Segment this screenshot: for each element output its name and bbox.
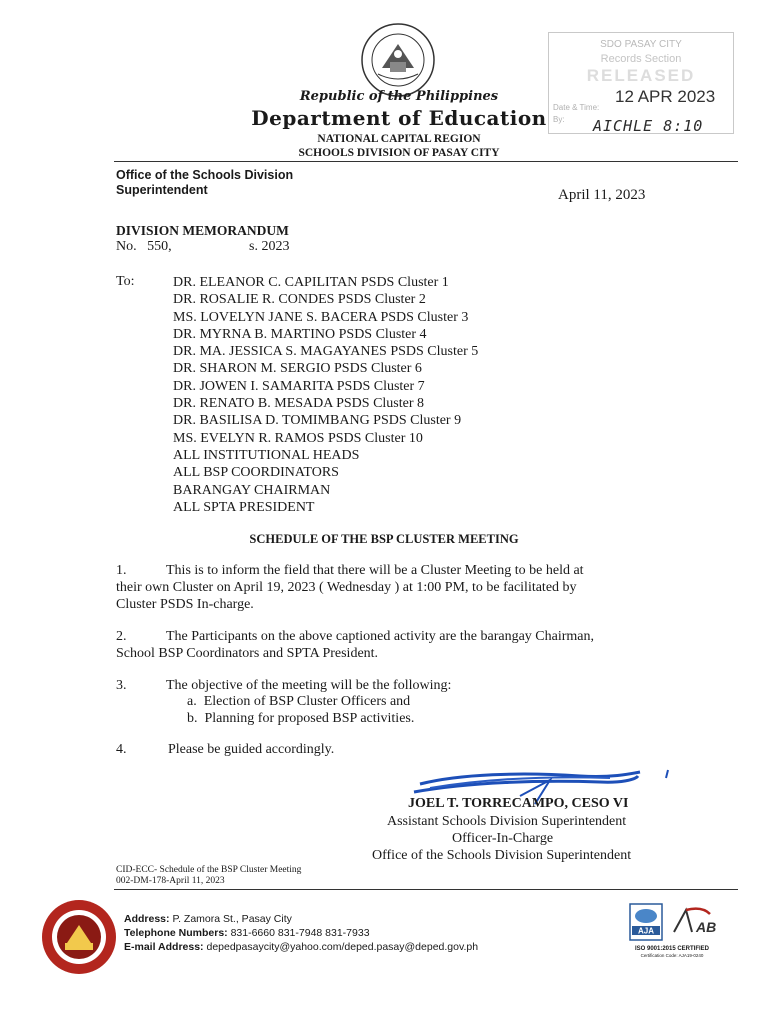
signatory-title: Assistant Schools Division Superintendent — [387, 814, 627, 829]
region-heading: NATIONAL CAPITAL REGION — [317, 133, 481, 145]
address-value: P. Zamora St., Pasay City — [172, 913, 292, 925]
deped-seal-icon — [360, 22, 436, 98]
iso-certificate-code: Certification Code: AJA19-0240 — [640, 953, 704, 958]
recipient-item: DR. BASILISA D. TOMIMBANG PSDS Cluster 9 — [173, 413, 462, 429]
records-stamp — [548, 32, 734, 134]
svg-text:AB: AB — [696, 919, 717, 935]
memo-subject: SCHEDULE OF THE BSP CLUSTER MEETING — [249, 532, 519, 546]
recipient-item: DR. SHARON M. SERGIO PSDS Cluster 6 — [173, 361, 422, 377]
recipient-list — [173, 274, 478, 516]
office-line-1: Office of the Schools Division — [116, 168, 294, 182]
footer-address — [124, 913, 292, 925]
paragraph-line: their own Cluster on April 19, 2023 ( Wednesday ) at 1:00 PM, to be facilitated by — [116, 580, 577, 595]
aja-label: AJA — [637, 926, 655, 936]
objective-b: b. Planning for proposed BSP activities. — [187, 711, 415, 726]
document-code: 002-DM-178-April 11, 2023 — [116, 876, 225, 886]
memo-number-line — [116, 239, 290, 255]
republic-heading: Republic of the Philippines — [299, 89, 499, 104]
paragraph-line: School BSP Coordinators and SPTA President. — [116, 646, 379, 661]
paragraph-number: 4. — [116, 742, 127, 757]
email-value: depedpasaycity@yahoo.com/deped.pasay@deped.gov.ph — [206, 941, 479, 953]
paragraph-number: 3. — [116, 678, 127, 693]
memo-date: April 11, 2023 — [558, 187, 646, 203]
office-line-2: Superintendent — [116, 183, 208, 197]
footer-divider — [114, 889, 738, 890]
recipient-item: MS. LOVELYN JANE S. BACERA PSDS Cluster 3 — [173, 309, 469, 325]
stamp-date-label: Date & Time: — [553, 103, 600, 112]
footer-email — [124, 941, 478, 953]
paragraph-3 — [116, 677, 696, 694]
stamp-signature: AICHLE 8:10 — [593, 117, 704, 135]
memo-number: No. 550, — [116, 239, 172, 254]
footer-phone — [124, 927, 370, 939]
memo-title: DIVISION MEMORANDUM — [116, 223, 289, 238]
paragraph-2 — [116, 628, 696, 662]
signatory-role: Officer-In-Charge — [452, 831, 554, 846]
recipient-item: DR. JOWEN I. SAMARITA PSDS Cluster 7 — [173, 378, 425, 394]
stamp-date: 12 APR 2023 — [615, 87, 716, 106]
paragraph-line: The objective of the meeting will be the following: — [166, 678, 452, 693]
recipient-item: ALL INSTITUTIONAL HEADS — [173, 447, 360, 463]
stamp-by-label: By: — [553, 115, 565, 124]
phone-label: Telephone Numbers: — [124, 927, 228, 939]
memo-series: s. 2023 — [249, 239, 290, 254]
deped-pasay-seal-icon — [40, 898, 118, 976]
recipient-item: DR. MYRNA B. MARTINO PSDS Cluster 4 — [173, 326, 427, 342]
address-label: Address: — [124, 913, 170, 925]
phone-value: 831-6660 831-7948 831-7933 — [230, 927, 370, 939]
stamp-section: Records Section — [600, 53, 682, 65]
recipient-item: DR. MA. JESSICA S. MAGAYANES PSDS Cluster 5 — [173, 344, 479, 360]
signatory-name: JOEL T. TORRECAMPO, CESO VI — [408, 796, 629, 811]
recipient-item: DR. ROSALIE R. CONDES PSDS Cluster 2 — [173, 292, 426, 308]
paragraph-number: 2. — [116, 629, 127, 644]
document-reference: CID-ECC- Schedule of the BSP Cluster Meeting — [116, 865, 302, 875]
division-heading: SCHOOLS DIVISION OF PASAY CITY — [298, 147, 500, 159]
recipient-item: BARANGAY CHAIRMAN — [173, 482, 331, 498]
stamp-status: RELEASED — [586, 66, 696, 85]
signatory-office: Office of the Schools Division Superintendent — [372, 848, 632, 863]
stamp-office: SDO PASAY CITY — [600, 39, 682, 50]
department-heading: Department of Education — [251, 106, 547, 130]
header-divider — [114, 161, 738, 162]
paragraph-line: The Participants on the above captioned activity are the barangay Chairman, — [166, 629, 595, 644]
iso-certified-text: ISO 9001:2015 CERTIFIED — [634, 946, 710, 952]
paragraph-1 — [116, 562, 696, 613]
recipient-item: MS. EVELYN R. RAMOS PSDS Cluster 10 — [173, 430, 423, 446]
paragraph-line: This is to inform the field that there will be a Cluster Meeting to be held at — [166, 563, 584, 578]
recipient-item: ALL BSP COORDINATORS — [173, 465, 339, 481]
to-label: To: — [116, 274, 135, 289]
recipient-item: ALL SPTA PRESIDENT — [173, 499, 315, 515]
paragraph-line: Please be guided accordingly. — [168, 742, 335, 757]
objective-a: a. Election of BSP Cluster Officers and — [187, 694, 411, 709]
recipient-item: DR. ELEANOR C. CAPILITAN PSDS Cluster 1 — [173, 275, 449, 290]
email-label: E-mail Address: — [124, 941, 204, 953]
paragraph-line: Cluster PSDS In-charge. — [116, 597, 254, 612]
paragraph-4 — [116, 741, 696, 758]
recipient-item: DR. RENATO B. MESADA PSDS Cluster 8 — [173, 396, 425, 412]
paragraph-number: 1. — [116, 563, 127, 578]
